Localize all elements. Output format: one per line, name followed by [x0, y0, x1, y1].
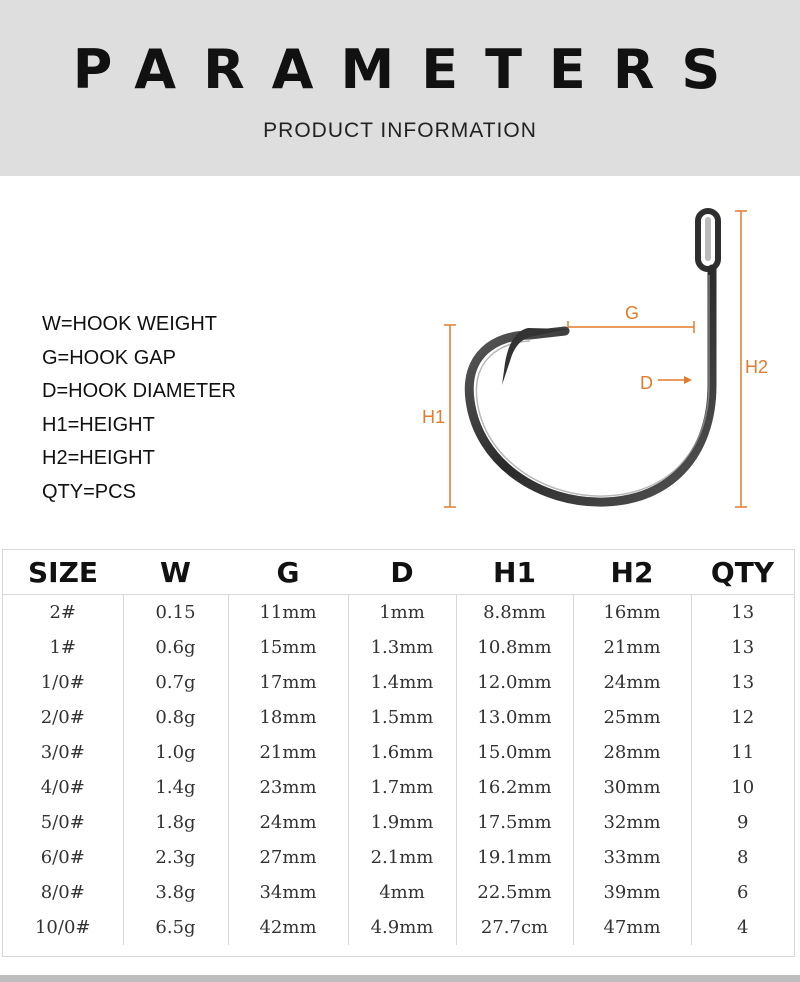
- cell-g: 34mm: [228, 875, 348, 910]
- cell-d: 4.9mm: [348, 910, 456, 945]
- cell-h2: 39mm: [573, 875, 691, 910]
- spec-table-container: [2, 549, 795, 957]
- legend-item-d: D=HOOK DIAMETER: [42, 380, 236, 402]
- header-banner: [0, 0, 800, 176]
- hook-shank-highlight: [476, 275, 709, 496]
- table-row: [3, 805, 794, 840]
- cell-size: 2/0#: [3, 700, 123, 735]
- cell-g: 42mm: [228, 910, 348, 945]
- cell-w: 3.8g: [123, 875, 228, 910]
- cell-g: 15mm: [228, 630, 348, 665]
- cell-d: 1.9mm: [348, 805, 456, 840]
- cell-h2: 33mm: [573, 840, 691, 875]
- cell-h2: 28mm: [573, 735, 691, 770]
- cell-h2: 16mm: [573, 595, 691, 631]
- cell-qty: 6: [737, 882, 749, 903]
- cell-d: 1.4mm: [348, 665, 456, 700]
- cell-h2: 32mm: [573, 805, 691, 840]
- cell-w: 0.15: [123, 595, 228, 631]
- footer-bar: [0, 975, 800, 982]
- cell-qty: 13: [731, 602, 755, 623]
- cell-g: 17mm: [228, 665, 348, 700]
- hook-diagram: [400, 195, 800, 525]
- cell-g: 23mm: [228, 770, 348, 805]
- cell-h1: 8.8mm: [456, 595, 573, 631]
- page-title: PARAMETERS: [72, 38, 748, 101]
- cell-g: 18mm: [228, 700, 348, 735]
- header-d: D: [348, 550, 456, 595]
- table-row: [3, 630, 794, 665]
- cell-d: 1.5mm: [348, 700, 456, 735]
- cell-w: 0.6g: [123, 630, 228, 665]
- cell-qty: 13: [731, 672, 755, 693]
- legend-list: [42, 308, 236, 509]
- cell-size: 4/0#: [3, 770, 123, 805]
- cell-size: 3/0#: [3, 735, 123, 770]
- cell-g: 24mm: [228, 805, 348, 840]
- cell-g: 11mm: [228, 595, 348, 631]
- cell-h2: 47mm: [573, 910, 691, 945]
- header-size: SIZE: [3, 550, 123, 595]
- cell-h2: 24mm: [573, 665, 691, 700]
- legend-item-h2: H2=HEIGHT: [42, 447, 155, 469]
- cell-w: 6.5g: [123, 910, 228, 945]
- cell-d: 1.7mm: [348, 770, 456, 805]
- table-row: [3, 665, 794, 700]
- cell-h1: 19.1mm: [456, 840, 573, 875]
- cell-d: 1.3mm: [348, 630, 456, 665]
- cell-d: 1.6mm: [348, 735, 456, 770]
- cell-d: 2.1mm: [348, 840, 456, 875]
- header-g: G: [228, 550, 348, 595]
- cell-w: 1.4g: [123, 770, 228, 805]
- cell-h1: 12.0mm: [456, 665, 573, 700]
- cell-qty: 12: [731, 707, 755, 728]
- legend-item-qty: QTY=PCS: [42, 480, 136, 503]
- legend-item-h1: H1=HEIGHT: [42, 413, 155, 436]
- page-subtitle: PRODUCT INFORMATION: [263, 119, 537, 142]
- table-row: [3, 770, 794, 805]
- d-arrow: [658, 376, 692, 384]
- h1-dimension-line: [444, 325, 456, 507]
- cell-size: 2#: [3, 595, 123, 631]
- legend-item-w: W=HOOK WEIGHT: [42, 313, 217, 335]
- cell-d: 4mm: [348, 875, 456, 910]
- cell-qty: 10: [731, 777, 755, 798]
- header-h1: H1: [456, 550, 573, 595]
- cell-h1: 27.7cm: [456, 910, 573, 945]
- cell-h2: 25mm: [573, 700, 691, 735]
- header-qty: QTY: [691, 550, 794, 595]
- label-d: D: [640, 373, 653, 393]
- table-row: [3, 840, 794, 875]
- table-row: [3, 910, 794, 945]
- cell-g: 27mm: [228, 840, 348, 875]
- table-row: [3, 875, 794, 910]
- cell-h1: 13.0mm: [456, 700, 573, 735]
- legend-item-g: G=HOOK GAP: [42, 346, 176, 369]
- cell-qty: 4: [737, 917, 749, 938]
- cell-w: 1.8g: [123, 805, 228, 840]
- cell-size: 10/0#: [3, 910, 123, 945]
- table-row: [3, 735, 794, 770]
- table-row: [3, 595, 794, 631]
- cell-d: 1mm: [348, 595, 456, 631]
- cell-w: 1.0g: [123, 735, 228, 770]
- cell-qty: 8: [737, 847, 749, 868]
- cell-h1: 17.5mm: [456, 805, 573, 840]
- hook-eye: [698, 211, 718, 269]
- cell-h1: 16.2mm: [456, 770, 573, 805]
- cell-h2: 30mm: [573, 770, 691, 805]
- header-w: W: [123, 550, 228, 595]
- cell-size: 8/0#: [3, 875, 123, 910]
- cell-w: 0.7g: [123, 665, 228, 700]
- cell-qty: 9: [737, 812, 749, 833]
- cell-qty: 13: [731, 637, 755, 658]
- cell-w: 0.8g: [123, 700, 228, 735]
- table-row: [3, 700, 794, 735]
- label-h1: H1: [422, 407, 446, 427]
- cell-g: 21mm: [228, 735, 348, 770]
- cell-h1: 10.8mm: [456, 630, 573, 665]
- cell-w: 2.3g: [123, 840, 228, 875]
- cell-size: 5/0#: [3, 805, 123, 840]
- cell-size: 6/0#: [3, 840, 123, 875]
- cell-h1: 15.0mm: [456, 735, 573, 770]
- cell-h1: 22.5mm: [456, 875, 573, 910]
- header-h2: H2: [573, 550, 691, 595]
- hook-shank: [469, 269, 712, 502]
- label-h2: H2: [745, 357, 769, 377]
- spec-table: [3, 550, 794, 945]
- cell-size: 1#: [3, 630, 123, 665]
- hook-illustration: [400, 195, 800, 525]
- label-g: G: [625, 303, 640, 323]
- cell-qty: 11: [731, 742, 755, 763]
- cell-size: 1/0#: [3, 665, 123, 700]
- cell-h2: 21mm: [573, 630, 691, 665]
- table-header-row: [3, 550, 794, 595]
